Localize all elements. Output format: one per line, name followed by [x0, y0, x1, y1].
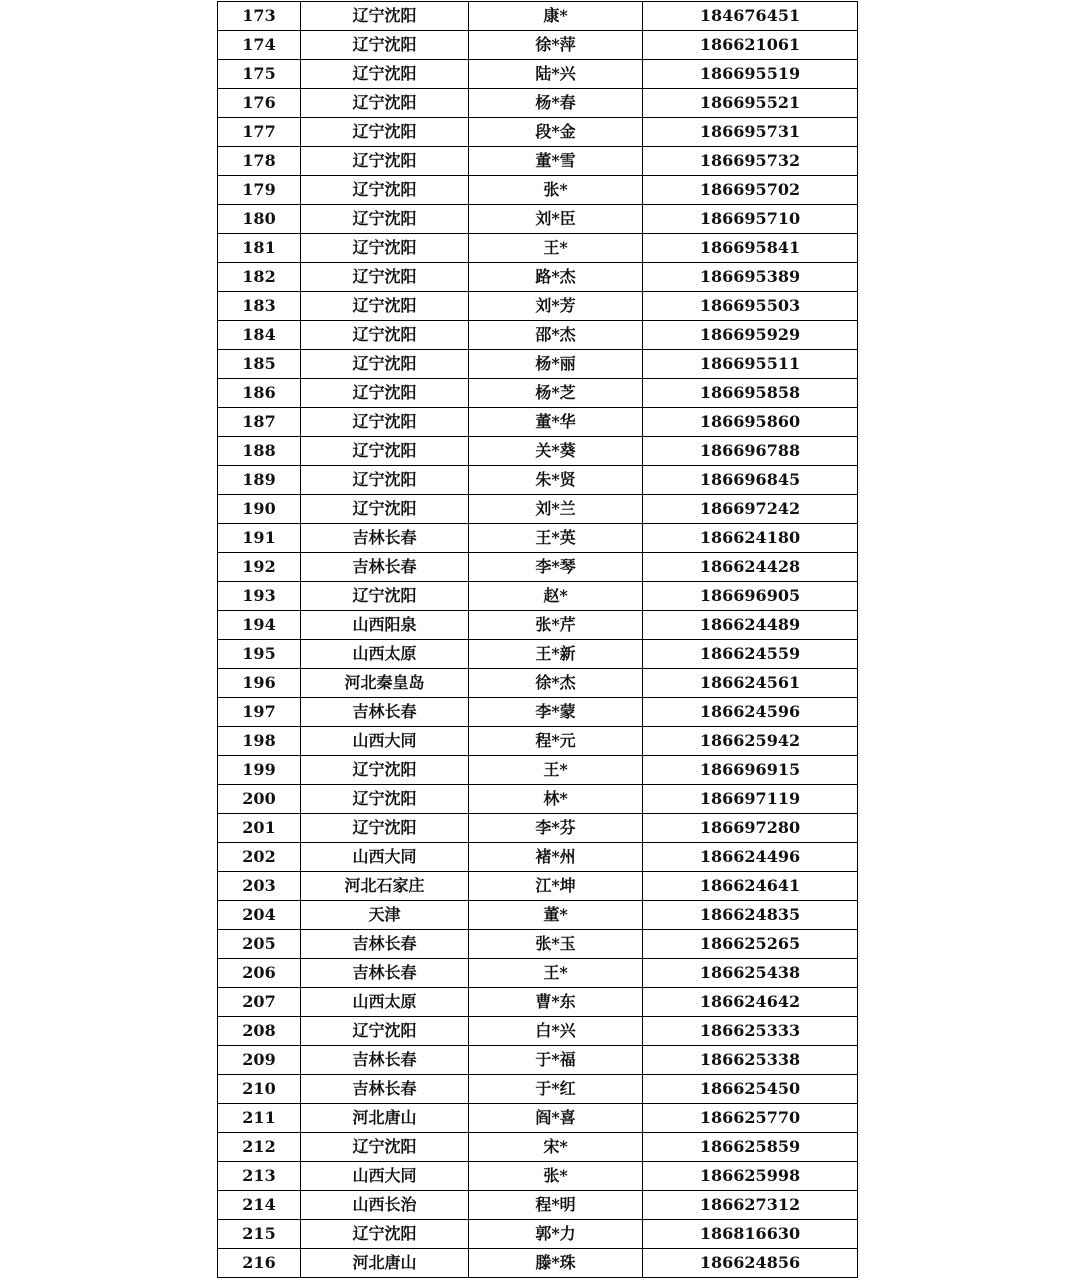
name-cell: 董*华 — [469, 408, 643, 437]
code-cell: 186625859 — [643, 1133, 858, 1162]
table-row — [218, 756, 858, 785]
row-number-cell: 209 — [218, 1046, 301, 1075]
region-cell: 辽宁沈阳 — [301, 147, 469, 176]
code-cell: 186695511 — [643, 350, 858, 379]
row-number-cell: 174 — [218, 31, 301, 60]
name-cell: 宋* — [469, 1133, 643, 1162]
region-cell: 吉林长春 — [301, 524, 469, 553]
table-row — [218, 843, 858, 872]
table-row — [218, 234, 858, 263]
table-row — [218, 553, 858, 582]
name-cell: 徐*萍 — [469, 31, 643, 60]
name-cell: 李*芬 — [469, 814, 643, 843]
region-cell: 吉林长春 — [301, 930, 469, 959]
region-cell: 山西阳泉 — [301, 611, 469, 640]
code-cell: 186625333 — [643, 1017, 858, 1046]
row-number-cell: 175 — [218, 60, 301, 89]
region-cell: 吉林长春 — [301, 959, 469, 988]
code-cell: 186624642 — [643, 988, 858, 1017]
name-cell: 于*红 — [469, 1075, 643, 1104]
table-row — [218, 437, 858, 466]
row-number-cell: 179 — [218, 176, 301, 205]
name-cell: 董*雪 — [469, 147, 643, 176]
table-row — [218, 176, 858, 205]
table-row — [218, 1046, 858, 1075]
row-number-cell: 203 — [218, 872, 301, 901]
row-number-cell: 180 — [218, 205, 301, 234]
name-cell: 邵*杰 — [469, 321, 643, 350]
name-cell: 滕*珠 — [469, 1249, 643, 1278]
name-cell: 刘*兰 — [469, 495, 643, 524]
row-number-cell: 191 — [218, 524, 301, 553]
row-number-cell: 184 — [218, 321, 301, 350]
name-cell: 江*坤 — [469, 872, 643, 901]
row-number-cell: 207 — [218, 988, 301, 1017]
code-cell: 186624489 — [643, 611, 858, 640]
code-cell: 186625770 — [643, 1104, 858, 1133]
row-number-cell: 215 — [218, 1220, 301, 1249]
table-row — [218, 2, 858, 31]
row-number-cell: 196 — [218, 669, 301, 698]
region-cell: 辽宁沈阳 — [301, 205, 469, 234]
region-cell: 辽宁沈阳 — [301, 350, 469, 379]
name-cell: 郭*力 — [469, 1220, 643, 1249]
table-row — [218, 785, 858, 814]
code-cell: 186625438 — [643, 959, 858, 988]
name-cell: 程*明 — [469, 1191, 643, 1220]
name-cell: 刘*臣 — [469, 205, 643, 234]
code-cell: 186696915 — [643, 756, 858, 785]
name-cell: 关*葵 — [469, 437, 643, 466]
name-cell: 董* — [469, 901, 643, 930]
row-number-cell: 214 — [218, 1191, 301, 1220]
table-row — [218, 988, 858, 1017]
code-cell: 186816630 — [643, 1220, 858, 1249]
row-number-cell: 187 — [218, 408, 301, 437]
code-cell: 186624596 — [643, 698, 858, 727]
name-cell: 曹*东 — [469, 988, 643, 1017]
row-number-cell: 181 — [218, 234, 301, 263]
region-cell: 吉林长春 — [301, 1075, 469, 1104]
name-cell: 朱*贤 — [469, 466, 643, 495]
row-number-cell: 208 — [218, 1017, 301, 1046]
name-cell: 李*蒙 — [469, 698, 643, 727]
name-cell: 杨*春 — [469, 89, 643, 118]
region-cell: 辽宁沈阳 — [301, 176, 469, 205]
row-number-cell: 194 — [218, 611, 301, 640]
table-row — [218, 31, 858, 60]
code-cell: 186697280 — [643, 814, 858, 843]
name-cell: 程*元 — [469, 727, 643, 756]
region-cell: 辽宁沈阳 — [301, 495, 469, 524]
name-cell: 王* — [469, 756, 643, 785]
row-number-cell: 195 — [218, 640, 301, 669]
row-number-cell: 188 — [218, 437, 301, 466]
region-cell: 辽宁沈阳 — [301, 118, 469, 147]
region-cell: 辽宁沈阳 — [301, 408, 469, 437]
table-row — [218, 466, 858, 495]
name-cell: 王*新 — [469, 640, 643, 669]
code-cell: 186625265 — [643, 930, 858, 959]
table-row — [218, 872, 858, 901]
row-number-cell: 183 — [218, 292, 301, 321]
code-cell: 186695929 — [643, 321, 858, 350]
name-cell: 徐*杰 — [469, 669, 643, 698]
table-row — [218, 1075, 858, 1104]
code-cell: 186695389 — [643, 263, 858, 292]
row-number-cell: 204 — [218, 901, 301, 930]
code-cell: 186695731 — [643, 118, 858, 147]
row-number-cell: 182 — [218, 263, 301, 292]
code-cell: 186621061 — [643, 31, 858, 60]
region-cell: 辽宁沈阳 — [301, 234, 469, 263]
row-number-cell: 190 — [218, 495, 301, 524]
code-cell: 186696845 — [643, 466, 858, 495]
region-cell: 山西大同 — [301, 1162, 469, 1191]
table-row — [218, 698, 858, 727]
code-cell: 186624561 — [643, 669, 858, 698]
region-cell: 辽宁沈阳 — [301, 814, 469, 843]
code-cell: 186624641 — [643, 872, 858, 901]
roster-table-body — [218, 2, 858, 1278]
row-number-cell: 185 — [218, 350, 301, 379]
table-row — [218, 1162, 858, 1191]
row-number-cell: 213 — [218, 1162, 301, 1191]
row-number-cell: 178 — [218, 147, 301, 176]
code-cell: 186695860 — [643, 408, 858, 437]
roster-table — [217, 1, 858, 1278]
table-row — [218, 350, 858, 379]
table-row — [218, 89, 858, 118]
code-cell: 186695521 — [643, 89, 858, 118]
table-row — [218, 640, 858, 669]
region-cell: 辽宁沈阳 — [301, 2, 469, 31]
region-cell: 辽宁沈阳 — [301, 60, 469, 89]
code-cell: 184676451 — [643, 2, 858, 31]
table-row — [218, 1017, 858, 1046]
table-row — [218, 118, 858, 147]
row-number-cell: 192 — [218, 553, 301, 582]
code-cell: 186695519 — [643, 60, 858, 89]
code-cell: 186695710 — [643, 205, 858, 234]
code-cell: 186624496 — [643, 843, 858, 872]
code-cell: 186697242 — [643, 495, 858, 524]
row-number-cell: 173 — [218, 2, 301, 31]
code-cell: 186695858 — [643, 379, 858, 408]
name-cell: 张* — [469, 176, 643, 205]
row-number-cell: 198 — [218, 727, 301, 756]
region-cell: 山西长治 — [301, 1191, 469, 1220]
code-cell: 186625450 — [643, 1075, 858, 1104]
row-number-cell: 216 — [218, 1249, 301, 1278]
code-cell: 186625998 — [643, 1162, 858, 1191]
region-cell: 辽宁沈阳 — [301, 582, 469, 611]
name-cell: 张* — [469, 1162, 643, 1191]
code-cell: 186696788 — [643, 437, 858, 466]
code-cell: 186624559 — [643, 640, 858, 669]
name-cell: 于*福 — [469, 1046, 643, 1075]
table-row — [218, 1104, 858, 1133]
name-cell: 刘*芳 — [469, 292, 643, 321]
row-number-cell: 197 — [218, 698, 301, 727]
name-cell: 阎*喜 — [469, 1104, 643, 1133]
table-row — [218, 379, 858, 408]
row-number-cell: 176 — [218, 89, 301, 118]
table-row — [218, 611, 858, 640]
region-cell: 吉林长春 — [301, 553, 469, 582]
code-cell: 186625942 — [643, 727, 858, 756]
row-number-cell: 201 — [218, 814, 301, 843]
row-number-cell: 202 — [218, 843, 301, 872]
region-cell: 辽宁沈阳 — [301, 437, 469, 466]
region-cell: 河北唐山 — [301, 1249, 469, 1278]
table-row — [218, 321, 858, 350]
table-row — [218, 292, 858, 321]
code-cell: 186624428 — [643, 553, 858, 582]
region-cell: 辽宁沈阳 — [301, 292, 469, 321]
row-number-cell: 211 — [218, 1104, 301, 1133]
row-number-cell: 186 — [218, 379, 301, 408]
region-cell: 辽宁沈阳 — [301, 466, 469, 495]
name-cell: 路*杰 — [469, 263, 643, 292]
name-cell: 褚*州 — [469, 843, 643, 872]
code-cell: 186695503 — [643, 292, 858, 321]
code-cell: 186696905 — [643, 582, 858, 611]
name-cell: 段*金 — [469, 118, 643, 147]
name-cell: 康* — [469, 2, 643, 31]
name-cell: 李*琴 — [469, 553, 643, 582]
region-cell: 辽宁沈阳 — [301, 756, 469, 785]
table-row — [218, 930, 858, 959]
region-cell: 辽宁沈阳 — [301, 89, 469, 118]
name-cell: 王* — [469, 959, 643, 988]
region-cell: 山西太原 — [301, 988, 469, 1017]
region-cell: 辽宁沈阳 — [301, 321, 469, 350]
region-cell: 辽宁沈阳 — [301, 31, 469, 60]
table-row — [218, 495, 858, 524]
region-cell: 河北石家庄 — [301, 872, 469, 901]
code-cell: 186627312 — [643, 1191, 858, 1220]
name-cell: 白*兴 — [469, 1017, 643, 1046]
table-row — [218, 959, 858, 988]
table-row — [218, 1191, 858, 1220]
table-row — [218, 814, 858, 843]
code-cell: 186695732 — [643, 147, 858, 176]
region-cell: 辽宁沈阳 — [301, 785, 469, 814]
region-cell: 辽宁沈阳 — [301, 263, 469, 292]
code-cell: 186624856 — [643, 1249, 858, 1278]
table-row — [218, 60, 858, 89]
table-row — [218, 1220, 858, 1249]
region-cell: 山西大同 — [301, 727, 469, 756]
row-number-cell: 189 — [218, 466, 301, 495]
row-number-cell: 210 — [218, 1075, 301, 1104]
table-row — [218, 901, 858, 930]
region-cell: 山西大同 — [301, 843, 469, 872]
roster-sheet — [217, 1, 857, 1278]
row-number-cell: 205 — [218, 930, 301, 959]
name-cell: 杨*丽 — [469, 350, 643, 379]
region-cell: 山西太原 — [301, 640, 469, 669]
region-cell: 河北秦皇岛 — [301, 669, 469, 698]
region-cell: 天津 — [301, 901, 469, 930]
table-row — [218, 1249, 858, 1278]
row-number-cell: 177 — [218, 118, 301, 147]
row-number-cell: 200 — [218, 785, 301, 814]
code-cell: 186695841 — [643, 234, 858, 263]
table-row — [218, 408, 858, 437]
code-cell: 186697119 — [643, 785, 858, 814]
region-cell: 辽宁沈阳 — [301, 1017, 469, 1046]
row-number-cell: 212 — [218, 1133, 301, 1162]
table-row — [218, 205, 858, 234]
name-cell: 王*英 — [469, 524, 643, 553]
table-row — [218, 727, 858, 756]
region-cell: 河北唐山 — [301, 1104, 469, 1133]
name-cell: 张*芹 — [469, 611, 643, 640]
row-number-cell: 199 — [218, 756, 301, 785]
name-cell: 王* — [469, 234, 643, 263]
table-row — [218, 147, 858, 176]
name-cell: 张*玉 — [469, 930, 643, 959]
table-row — [218, 1133, 858, 1162]
code-cell: 186624180 — [643, 524, 858, 553]
table-row — [218, 669, 858, 698]
table-row — [218, 524, 858, 553]
table-row — [218, 263, 858, 292]
region-cell: 辽宁沈阳 — [301, 379, 469, 408]
name-cell: 林* — [469, 785, 643, 814]
row-number-cell: 193 — [218, 582, 301, 611]
region-cell: 辽宁沈阳 — [301, 1133, 469, 1162]
table-row — [218, 582, 858, 611]
code-cell: 186695702 — [643, 176, 858, 205]
name-cell: 赵* — [469, 582, 643, 611]
code-cell: 186624835 — [643, 901, 858, 930]
region-cell: 辽宁沈阳 — [301, 1220, 469, 1249]
region-cell: 吉林长春 — [301, 698, 469, 727]
code-cell: 186625338 — [643, 1046, 858, 1075]
row-number-cell: 206 — [218, 959, 301, 988]
region-cell: 吉林长春 — [301, 1046, 469, 1075]
name-cell: 陆*兴 — [469, 60, 643, 89]
name-cell: 杨*芝 — [469, 379, 643, 408]
